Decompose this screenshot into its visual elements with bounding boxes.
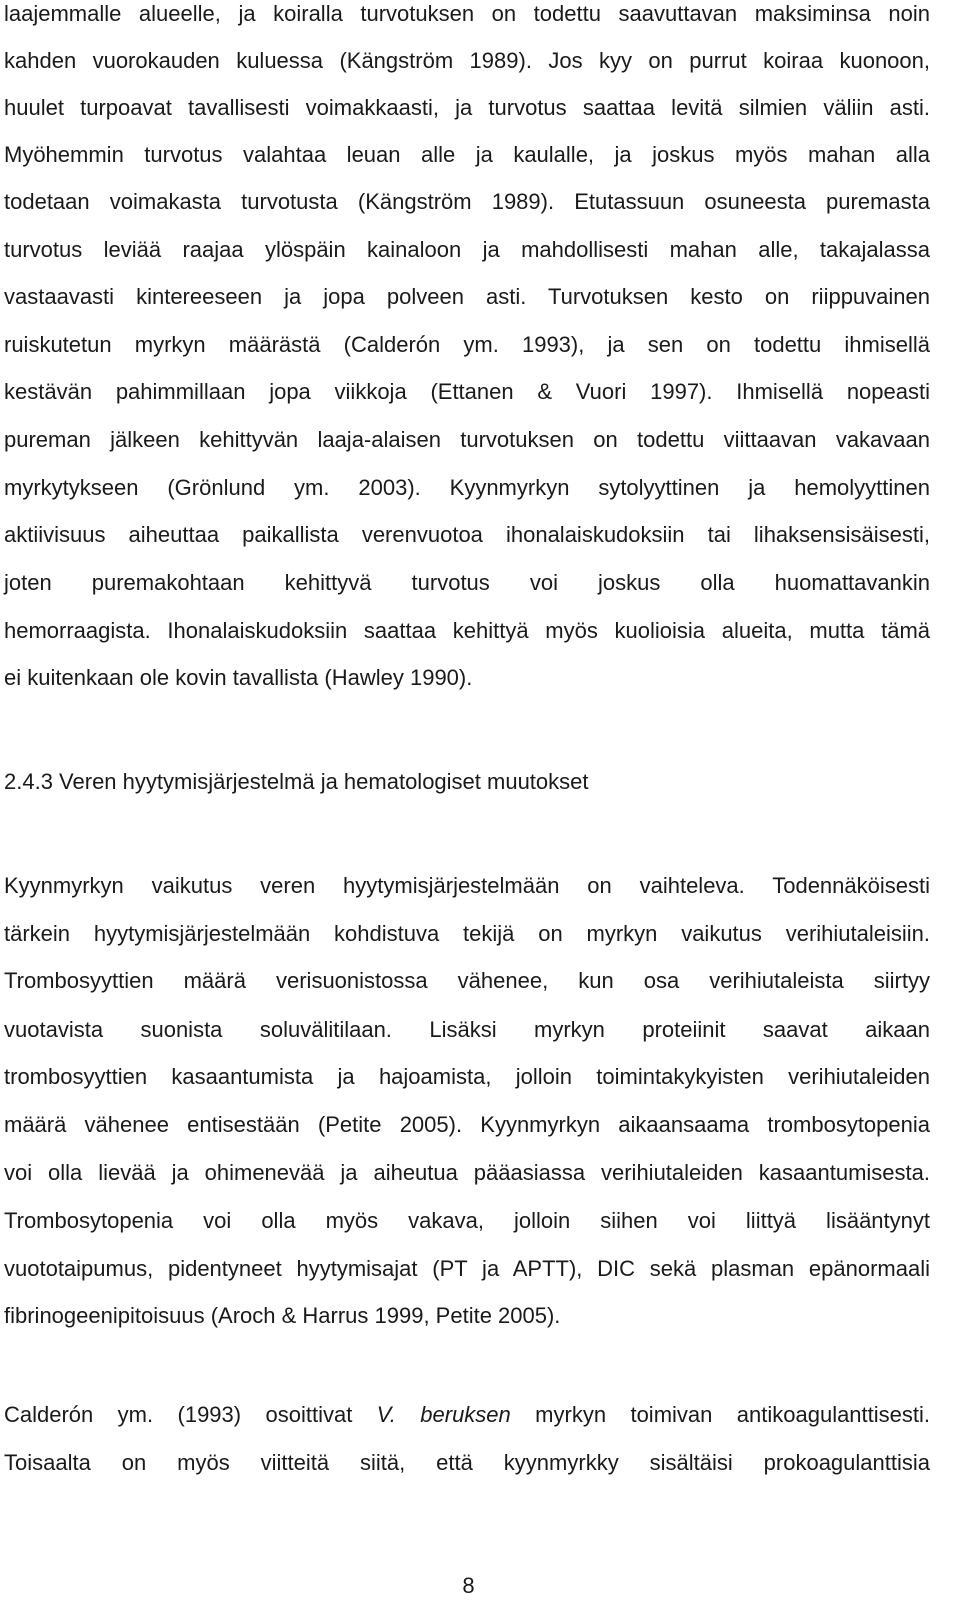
body-text-line: kahden vuorokauden kuluessa (Kängström 1989). Jos kyy on purrut koiraa kuonoon, <box>4 48 930 73</box>
body-text-line: laajemmalle alueelle, ja koiralla turvotuksen on todettu saavuttavan maksiminsa noin <box>4 1 930 26</box>
body-text-line: fibrinogeenipitoisuus (Aroch & Harrus 1999, Petite 2005). <box>4 1303 561 1328</box>
body-text-line: vuototaipumus, pidentyneet hyytymisajat (PT ja APTT), DIC sekä plasman epänormaali <box>4 1256 930 1281</box>
body-text-line: Kyynmyrkyn vaikutus veren hyytymisjärjestelmään on vaihteleva. Todennäköisesti <box>4 873 930 898</box>
body-text-line: Toisaalta on myös viitteitä siitä, että kyynmyrkky sisältäisi prokoagulanttisia <box>4 1450 930 1475</box>
body-text-line: kestävän pahimmillaan jopa viikkoja (Ettanen & Vuori 1997). Ihmisellä nopeasti <box>4 379 930 404</box>
body-text-line: Myöhemmin turvotus valahtaa leuan alle ja kaulalle, ja joskus myös mahan alla <box>4 142 930 167</box>
body-text-line: aktiivisuus aiheuttaa paikallista verenvuotoa ihonalaiskudoksiin tai lihaksensisäisesti, <box>4 522 930 547</box>
body-text-line: voi olla lievää ja ohimenevää ja aiheutua pääasiassa verihiutaleiden kasaantumisesta. <box>4 1160 930 1185</box>
body-text-line: määrä vähenee entisestään (Petite 2005). Kyynmyrkyn aikaansaama trombosytopenia <box>4 1112 930 1137</box>
body-text-line: trombosyyttien kasaantumista ja hajoamista, jolloin toimintakykyisten verihiutaleiden <box>4 1064 930 1089</box>
body-text-line: vuotavista suonista soluvälitilaan. Lisäksi myrkyn proteiinit saavat aikaan <box>4 1017 930 1042</box>
body-text-line: Trombosytopenia voi olla myös vakava, jolloin siihen voi liittyä lisääntynyt <box>4 1208 930 1233</box>
body-text-line: ei kuitenkaan ole kovin tavallista (Hawley 1990). <box>4 665 473 690</box>
body-text-line: todetaan voimakasta turvotusta (Kängström 1989). Etutassuun osuneesta puremasta <box>4 189 930 214</box>
body-text-line: tärkein hyytymisjärjestelmään kohdistuva tekijä on myrkyn vaikutus verihiutaleisiin. <box>4 921 930 946</box>
text-run: myrkyn toimivan antikoagulanttisesti. <box>510 1402 931 1427</box>
body-text-line: pureman jälkeen kehittyvän laaja-alaisen turvotuksen on todettu viittaavan vakavaan <box>4 427 930 452</box>
text-run: Calderón ym. (1993) osoittivat <box>4 1402 377 1427</box>
body-text-line <box>4 1401 930 1429</box>
section-heading: 2.4.3 Veren hyytymisjärjestelmä ja hematologiset muutokset <box>4 769 589 794</box>
species-name-italic: V. beruksen <box>376 1402 511 1427</box>
body-text-line: vastaavasti kintereeseen ja jopa polveen asti. Turvotuksen kesto on riippuvainen <box>4 284 930 309</box>
body-text-line: myrkytykseen (Grönlund ym. 2003). Kyynmyrkyn sytolyyttinen ja hemolyyttinen <box>4 475 930 500</box>
body-text-line: huulet turpoavat tavallisesti voimakkaasti, ja turvotus saattaa levitä silmien väliin asti. <box>4 95 930 120</box>
page-number: 8 <box>462 1573 475 1598</box>
body-text-line: Trombosyyttien määrä verisuonistossa vähenee, kun osa verihiutaleista siirtyy <box>4 968 930 993</box>
body-text-line: turvotus leviää raajaa ylöspäin kainaloon ja mahdollisesti mahan alle, takajalassa <box>4 237 930 262</box>
body-text-line: joten puremakohtaan kehittyvä turvotus voi joskus olla huomattavankin <box>4 570 930 595</box>
body-text-line: hemorraagista. Ihonalaiskudoksiin saattaa kehittyä myös kuolioisia alueita, mutta tämä <box>4 618 930 643</box>
body-text-line: ruiskutetun myrkyn määrästä (Calderón ym. 1993), ja sen on todettu ihmisellä <box>4 332 930 357</box>
